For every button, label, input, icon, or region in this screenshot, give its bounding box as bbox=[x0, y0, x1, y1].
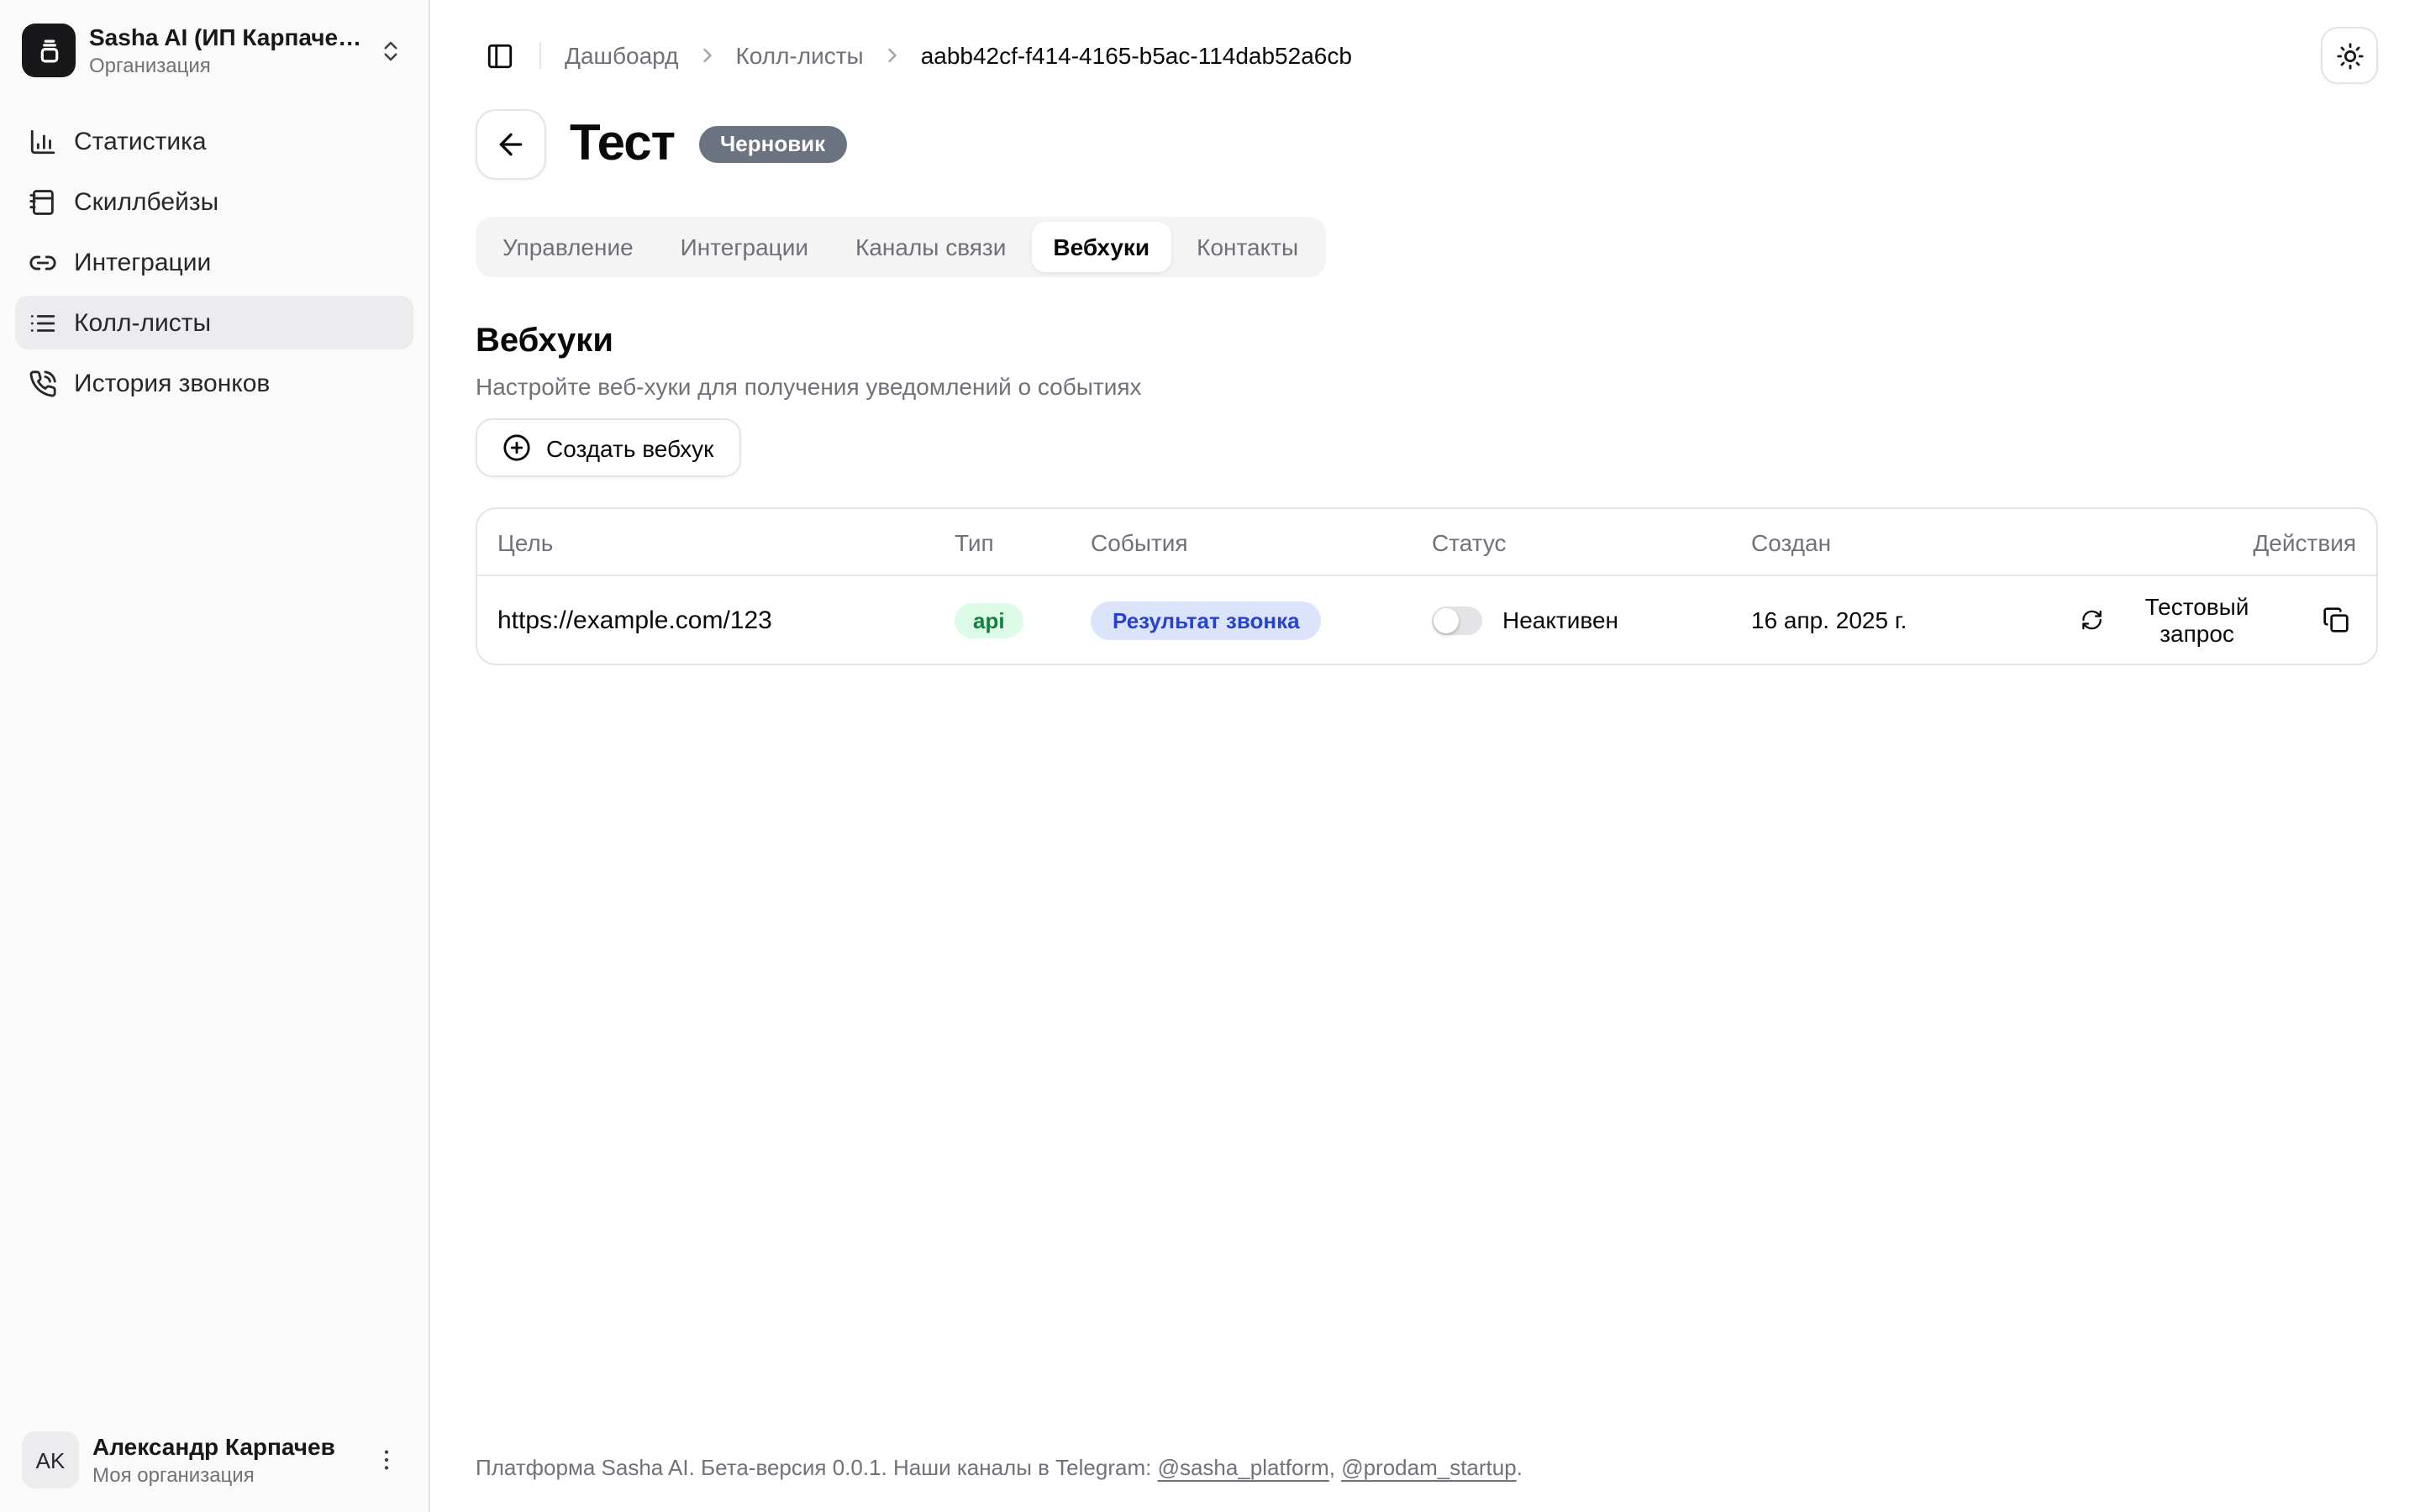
org-name: Sasha AI (ИП Карпаче… bbox=[89, 24, 362, 50]
avatar: AK bbox=[22, 1431, 79, 1488]
table-row bbox=[477, 575, 2376, 664]
org-text bbox=[89, 24, 365, 77]
tab-channels[interactable]: Каналы связи bbox=[834, 222, 1028, 272]
org-logo bbox=[22, 24, 76, 77]
sidebar-item-integrations[interactable] bbox=[15, 235, 413, 289]
arrow-left-icon bbox=[494, 128, 528, 161]
ellipsis-vertical-icon bbox=[373, 1446, 400, 1473]
chevron-right-icon bbox=[695, 44, 718, 67]
column-status: Статус bbox=[1412, 509, 1731, 575]
notebook-icon bbox=[29, 187, 57, 216]
topbar bbox=[430, 0, 2420, 89]
sidebar-item-call-lists[interactable] bbox=[15, 296, 413, 349]
status-switch[interactable] bbox=[1432, 606, 1482, 634]
footer-link-sasha-platform[interactable]: @sasha_platform bbox=[1157, 1455, 1329, 1480]
tab-contacts[interactable]: Контакты bbox=[1175, 222, 1320, 272]
breadcrumb-call-lists[interactable]: Колл-листы bbox=[735, 42, 864, 69]
webhooks-table-card bbox=[476, 507, 2378, 665]
column-type: Тип bbox=[934, 509, 1071, 575]
breadcrumb bbox=[565, 42, 1352, 69]
switch-thumb bbox=[1434, 607, 1459, 633]
status-badge: Черновик bbox=[698, 126, 847, 164]
created-date: 16 апр. 2025 г. bbox=[1751, 606, 1907, 633]
section-description: Настройте веб-хуки для получения уведомлений о событиях bbox=[476, 373, 1142, 400]
webhook-target: https://example.com/123 bbox=[497, 606, 772, 634]
copy-icon bbox=[2323, 606, 2349, 633]
test-request-button[interactable] bbox=[2070, 586, 2286, 654]
sidebar-item-label: Интеграции bbox=[74, 248, 212, 277]
copy-button[interactable] bbox=[2316, 600, 2356, 640]
footer-separator: , bbox=[1328, 1455, 1342, 1480]
sidebar-item-label: История звонков bbox=[74, 369, 271, 398]
tab-integrations[interactable]: Интеграции bbox=[659, 222, 830, 272]
sidebar-item-skillbases[interactable] bbox=[15, 175, 413, 228]
list-icon bbox=[29, 308, 57, 337]
footer-link-prodam-startup[interactable]: @prodam_startup bbox=[1341, 1455, 1517, 1480]
status-cell bbox=[1432, 606, 1731, 634]
column-actions: Действия bbox=[2050, 509, 2376, 575]
test-request-label: Тестовый запрос bbox=[2144, 593, 2249, 647]
chevrons-up-down-icon bbox=[378, 38, 403, 63]
sidebar-item-statistics[interactable] bbox=[15, 114, 413, 168]
refresh-icon bbox=[2081, 606, 2103, 633]
panel-left-icon bbox=[485, 41, 513, 70]
column-created: Создан bbox=[1731, 509, 2050, 575]
webhook-event-badge: Результат звонка bbox=[1091, 601, 1322, 639]
user-name: Александр Карпачев bbox=[92, 1432, 335, 1460]
user-subtitle: Моя организация bbox=[92, 1462, 255, 1487]
org-switcher[interactable] bbox=[15, 17, 413, 84]
topbar-divider bbox=[539, 42, 541, 69]
sidebar-toggle-button[interactable] bbox=[476, 32, 523, 79]
webhooks-table bbox=[477, 509, 2376, 664]
column-events: События bbox=[1071, 509, 1412, 575]
breadcrumb-dashboard[interactable]: Дашбоард bbox=[565, 42, 679, 69]
create-webhook-label: Создать вебхук bbox=[546, 434, 714, 461]
actions-cell bbox=[2070, 586, 2356, 654]
org-subtitle: Организация bbox=[89, 53, 211, 77]
jar-icon bbox=[33, 34, 65, 66]
circle-plus-icon bbox=[502, 433, 531, 462]
theme-toggle-button[interactable] bbox=[2321, 27, 2378, 84]
footer bbox=[430, 1455, 2420, 1512]
chevron-right-icon bbox=[881, 44, 904, 67]
page-title: Тест bbox=[570, 116, 675, 171]
sidebar-item-call-history[interactable] bbox=[15, 356, 413, 410]
tab-webhooks[interactable]: Вебхуки bbox=[1031, 222, 1171, 272]
webhook-type-badge: api bbox=[955, 602, 1023, 638]
main bbox=[430, 0, 2420, 1512]
content bbox=[430, 89, 2420, 665]
link-icon bbox=[29, 248, 57, 276]
chart-column-icon bbox=[29, 127, 57, 155]
sidebar-nav bbox=[15, 114, 413, 410]
tabs bbox=[476, 217, 1325, 277]
phone-call-icon bbox=[29, 369, 57, 397]
back-button[interactable] bbox=[476, 109, 546, 180]
sidebar-item-label: Колл-листы bbox=[74, 308, 212, 338]
page-header bbox=[476, 109, 2378, 180]
status-label: Неактивен bbox=[1502, 606, 1618, 633]
create-webhook-button[interactable] bbox=[476, 418, 740, 477]
sidebar bbox=[0, 0, 430, 1512]
sun-icon bbox=[2335, 41, 2364, 70]
column-target: Цель bbox=[477, 509, 934, 575]
breadcrumb-current: aabb42cf-f414-4165-b5ac-114dab52a6cb bbox=[920, 42, 1352, 69]
footer-text: Платформа Sasha AI. Бета-версия 0.0.1. Наши каналы в Telegram: bbox=[476, 1455, 1158, 1480]
table-header-row bbox=[477, 509, 2376, 575]
tab-management[interactable]: Управление bbox=[481, 222, 655, 272]
user-menu[interactable] bbox=[15, 1425, 413, 1495]
section-title: Вебхуки bbox=[476, 323, 613, 360]
sidebar-item-label: Статистика bbox=[74, 127, 207, 156]
user-text bbox=[92, 1433, 360, 1487]
footer-period: . bbox=[1516, 1455, 1523, 1480]
sidebar-item-label: Скиллбейзы bbox=[74, 187, 219, 217]
